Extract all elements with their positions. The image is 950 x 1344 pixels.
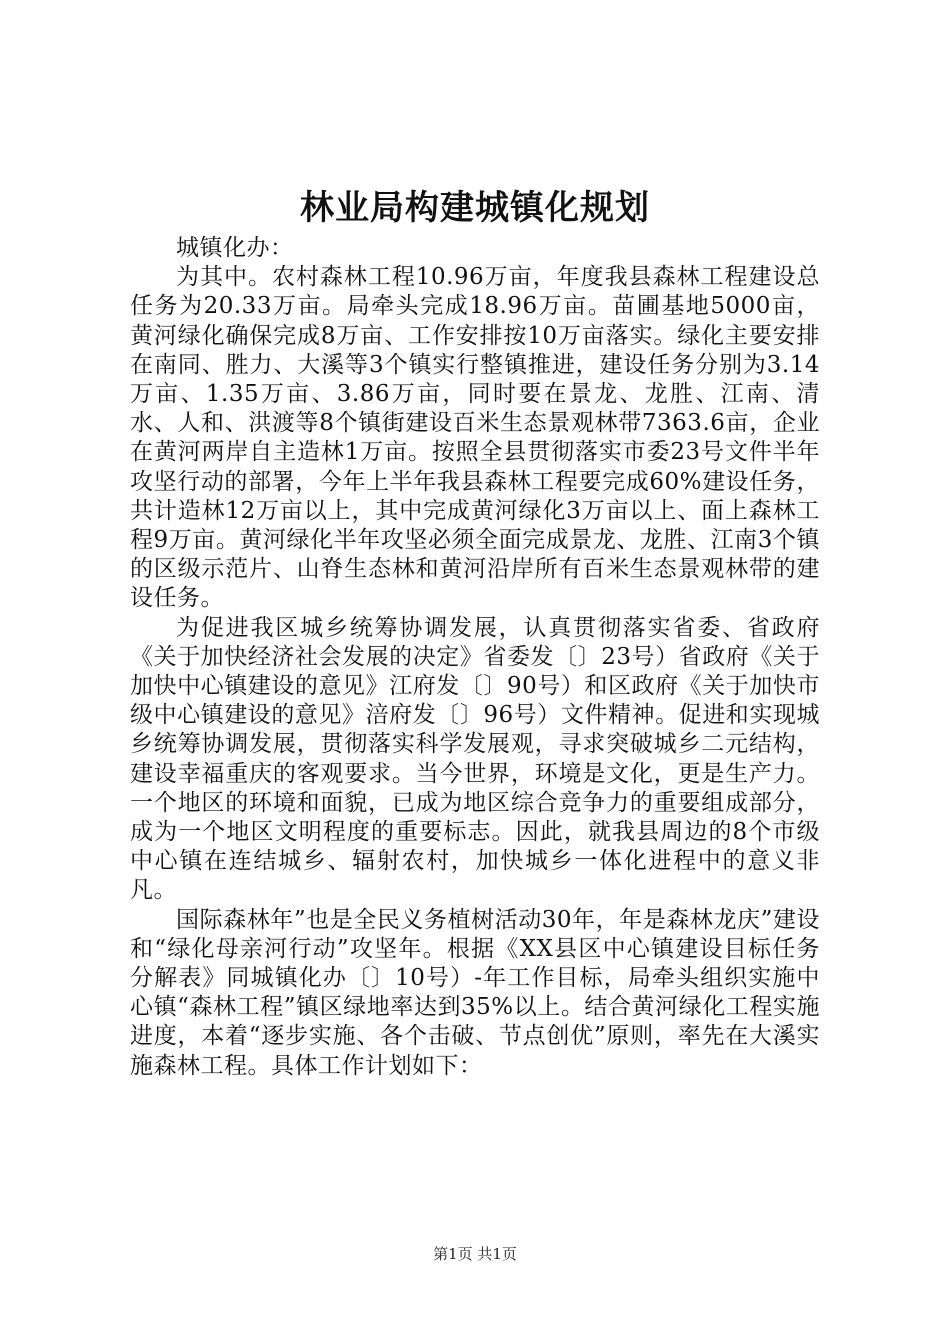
paragraph-1: 为其中。农村森林工程10.96万亩，年度我县森林工程建设总任务为20.33万亩。局牵头完成18.96万亩。苗圃基地5000亩，黄河绿化确保完成8万亩、工作安排按10万亩落实。绿化主要安排在南同、胜力、大溪等3个镇实行整镇推进，建设任务分别为3.14万亩、1.35万亩、3.86万亩，同时要在景龙、龙胜、江南、清水、人和、洪渡等8个镇街建设百米生态景观林带7363.6亩，企业在黄河两岸自主造林1万亩。按照全县贯彻落实市委23号文件半年攻坚行动的部署，今年上半年我县森林工程要完成60%建设任务，共计造林12万亩以上，其中完成黄河绿化3万亩以上、面上森林工程9万亩。黄河绿化半年攻坚必须全面完成景龙、龙胜、江南3个镇的区级示范片、山脊生态林和黄河沿岸所有百米生态景观林带的建设任务。: [130, 264, 820, 612]
document-title: 林业局构建城镇化规划: [300, 188, 650, 228]
page-footer: 第1页 共1页: [433, 1245, 517, 1263]
paragraph-2: 为促进我区城乡统筹协调发展，认真贯彻落实省委、省政府《关于加快经济社会发展的决定》省委发〔〕23号）省政府《关于加快中心镇建设的意见》江府发〔〕90号）和区政府《关于加快市级中心镇建设的意见》涪府发〔〕96号）文件精神。促进和实现城乡统筹协调发展，贯彻落实科学发展观，寻求突破城乡二元结构，建设幸福重庆的客观要求。当今世界，环境是文化，更是生产力。一个地区的环境和面貌，已成为地区综合竞争力的重要组成部分，成为一个地区文明程度的重要标志。因此，就我县周边的8个市级中心镇在连结城乡、辐射农村，加快城乡一体化进程中的意义非凡。: [130, 614, 820, 904]
document-body: [130, 234, 820, 1081]
salutation: 城镇化办：: [176, 235, 294, 261]
paragraph-3: 国际森林年”也是全民义务植树活动30年，年是森林龙庆”建设和“绿化母亲河行动”攻坚年。根据《XX县区中心镇建设目标任务分解表》同城镇化办〔〕10号）-年工作目标，局牵头组织实施中心镇“森林工程”镇区绿地率达到35%以上。结合黄河绿化工程实施进度，本着“逐步实施、各个击破、节点创优”原则，率先在大溪实施森林工程。具体工作计划如下：: [130, 906, 820, 1079]
